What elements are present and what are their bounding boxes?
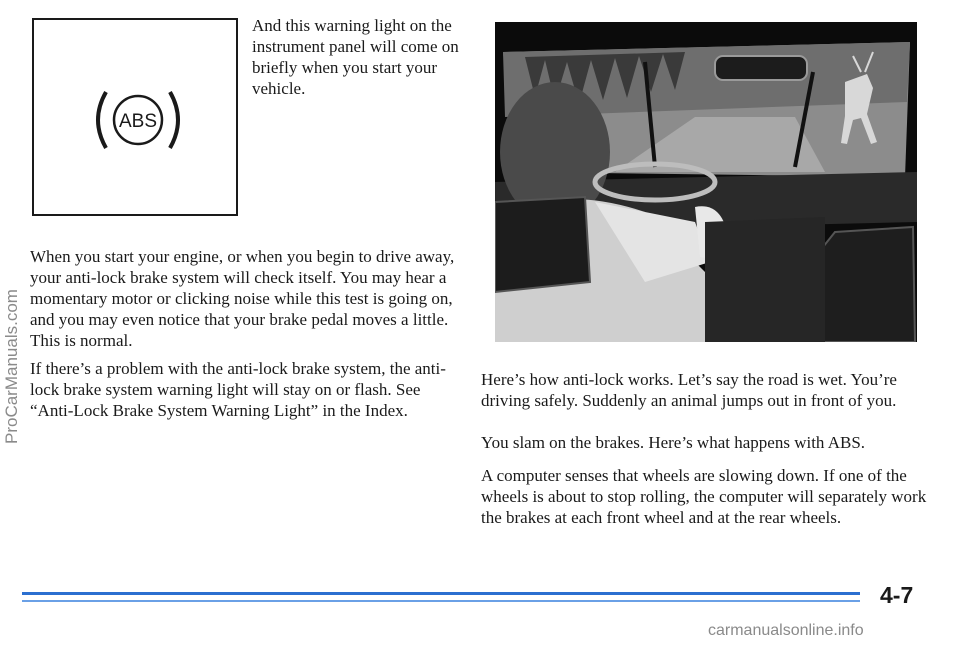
abs-icon-label: ABS xyxy=(118,111,158,132)
driver-braking-illustration xyxy=(495,22,917,342)
intro-paragraph: And this warning light on the instrument panel will come on briefly when you start your vehicle. xyxy=(252,16,459,98)
abs-warning-light-icon xyxy=(78,80,198,160)
warning-light-paragraph: If there’s a problem with the anti-lock brake system, the anti-lock brake system warning light will stay on or flash. See “Anti-Lock Brake System Warning Light” in the Index. xyxy=(30,359,446,420)
self-check-paragraph: When you start your engine, or when you begin to drive away, your anti-lock brake system will check itself. You may hear a momentary motor or clicking noise while this test is going on, and you may even notice that your brake pedal moves a little. This is normal. xyxy=(30,247,455,350)
side-watermark: ProCarManuals.com xyxy=(2,289,21,444)
footer-watermark: carmanualsonline.info xyxy=(708,622,864,639)
footer-rule xyxy=(22,592,860,595)
brake-slam-paragraph: You slam on the brakes. Here’s what happens with ABS. xyxy=(481,433,866,452)
abs-warning-light-panel xyxy=(32,18,238,216)
how-abs-works-paragraph: Here’s how anti-lock works. Let’s say the road is wet. You’re driving safely. Suddenly an animal jumps out in front of you. xyxy=(481,370,897,410)
footer-rule-secondary xyxy=(22,600,860,602)
page-number: 4-7 xyxy=(880,582,914,608)
computer-senses-paragraph: A computer senses that wheels are slowing down. If one of the wheels is about to stop rolling, the computer will separately work the brakes at each front wheel and at the rear wheels. xyxy=(481,466,927,527)
